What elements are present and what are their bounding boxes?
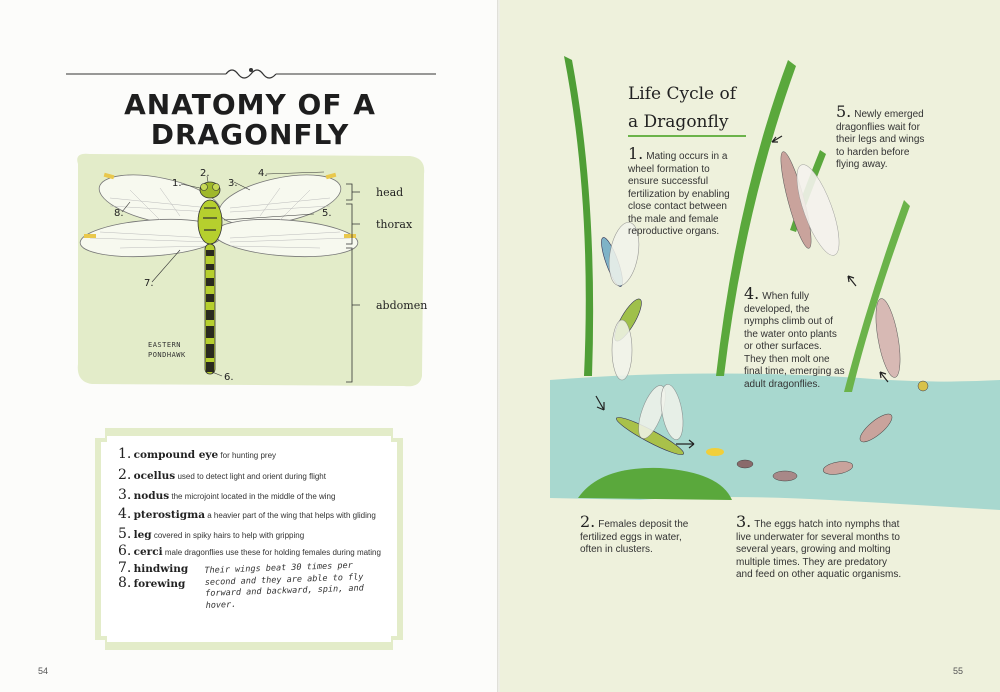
part-label-2: 2. [200, 168, 210, 179]
step-text: When fully developed, the nymphs climb out of the water onto plants or other surfaces. They then molt one final time, emerging as adult dragonflies. [744, 291, 845, 390]
key-item-6 [118, 543, 381, 559]
step-5 [836, 102, 932, 172]
key-description: the microjoint located in the middle of the wing [171, 492, 336, 501]
step-3 [736, 512, 902, 582]
step-2 [580, 512, 702, 557]
page-number-left: 54 [38, 666, 49, 676]
step-text: The eggs hatch into nymphs that live underwater for several months to several years, growing and molting multiple times. They are predatory and feed on other aquatic organisms. [736, 519, 902, 580]
page-title-line1: ANATOMY OF A [124, 88, 376, 121]
step-4 [744, 284, 846, 391]
step-text: Newly emerged dragonflies wait for their legs and wings to harden before flying away. [836, 109, 925, 170]
right-page [500, 0, 1000, 692]
key-number: 5. [118, 526, 132, 542]
key-term: nodus [133, 490, 170, 502]
step-text: Mating occurs in a wheel formation to ensure successful fertilization by enabling close contact between the male and female reproductive organs. [628, 151, 730, 237]
key-term: cerci [133, 546, 163, 558]
region-label-head: head [376, 186, 404, 199]
part-label-1: 1. [172, 178, 182, 189]
step-number: 1. [628, 144, 644, 163]
key-term: hindwing [133, 563, 189, 575]
key-term: ocellus [133, 470, 176, 482]
step-number: 4. [744, 284, 760, 303]
step-number: 3. [736, 512, 752, 531]
key-description: used to detect light and orient during flight [177, 472, 326, 481]
life-cycle-title-line1: Life Cycle of [628, 84, 737, 104]
key-item-1 [118, 446, 276, 462]
page-title-line2: DRAGONFLY [150, 118, 350, 151]
key-term: pterostigma [133, 509, 206, 521]
part-label-4: 4. [258, 168, 268, 179]
species-label [148, 340, 186, 360]
key-number: 7. [118, 560, 132, 576]
key-term: leg [133, 529, 152, 541]
key-number: 1. [118, 446, 132, 462]
key-number: 8. [118, 575, 132, 591]
step-text: Females deposit the fertilized eggs in water, often in clusters. [580, 519, 689, 555]
key-item-5 [118, 526, 304, 542]
species-label-line1: EASTERN [148, 341, 182, 349]
key-description: male dragonflies use these for holding females during mating [164, 548, 381, 557]
region-label-abdomen: abdomen [376, 299, 428, 312]
part-label-7: 7. [144, 278, 154, 289]
step-1 [628, 144, 740, 239]
key-description: a heavier part of the wing that helps with gliding [207, 511, 376, 520]
key-description: for hunting prey [220, 451, 277, 460]
step-number: 2. [580, 512, 596, 531]
handwritten-note: Their wings beat 30 times per second and they are able to fly forward and backward, spin, and hover. [204, 560, 364, 611]
key-item-4 [118, 506, 376, 522]
key-number: 2. [118, 467, 132, 483]
life-cycle-title-line2: a Dragonfly [628, 112, 729, 132]
ornament-divider [66, 66, 436, 82]
part-label-6: 6. [224, 372, 234, 383]
part-label-3: 3. [228, 178, 238, 189]
part-label-8: 8. [114, 208, 124, 219]
title-underline [628, 134, 748, 138]
key-term: compound eye [133, 449, 219, 461]
key-item-3 [118, 487, 335, 503]
key-number: 4. [118, 506, 132, 522]
key-item-7 [118, 560, 188, 576]
key-term: forewing [133, 578, 186, 590]
step-number: 5. [836, 102, 852, 121]
key-item-2 [118, 467, 326, 483]
region-label-thorax: thorax [376, 218, 413, 231]
key-number: 3. [118, 487, 132, 503]
key-number: 6. [118, 543, 132, 559]
page-number-right: 55 [953, 666, 964, 676]
part-label-5: 5. [322, 208, 332, 219]
key-item-8 [118, 575, 185, 591]
key-description: covered in spiky hairs to help with gripping [153, 531, 305, 540]
left-page [0, 0, 498, 692]
species-label-line2: PONDHAWK [148, 351, 186, 359]
